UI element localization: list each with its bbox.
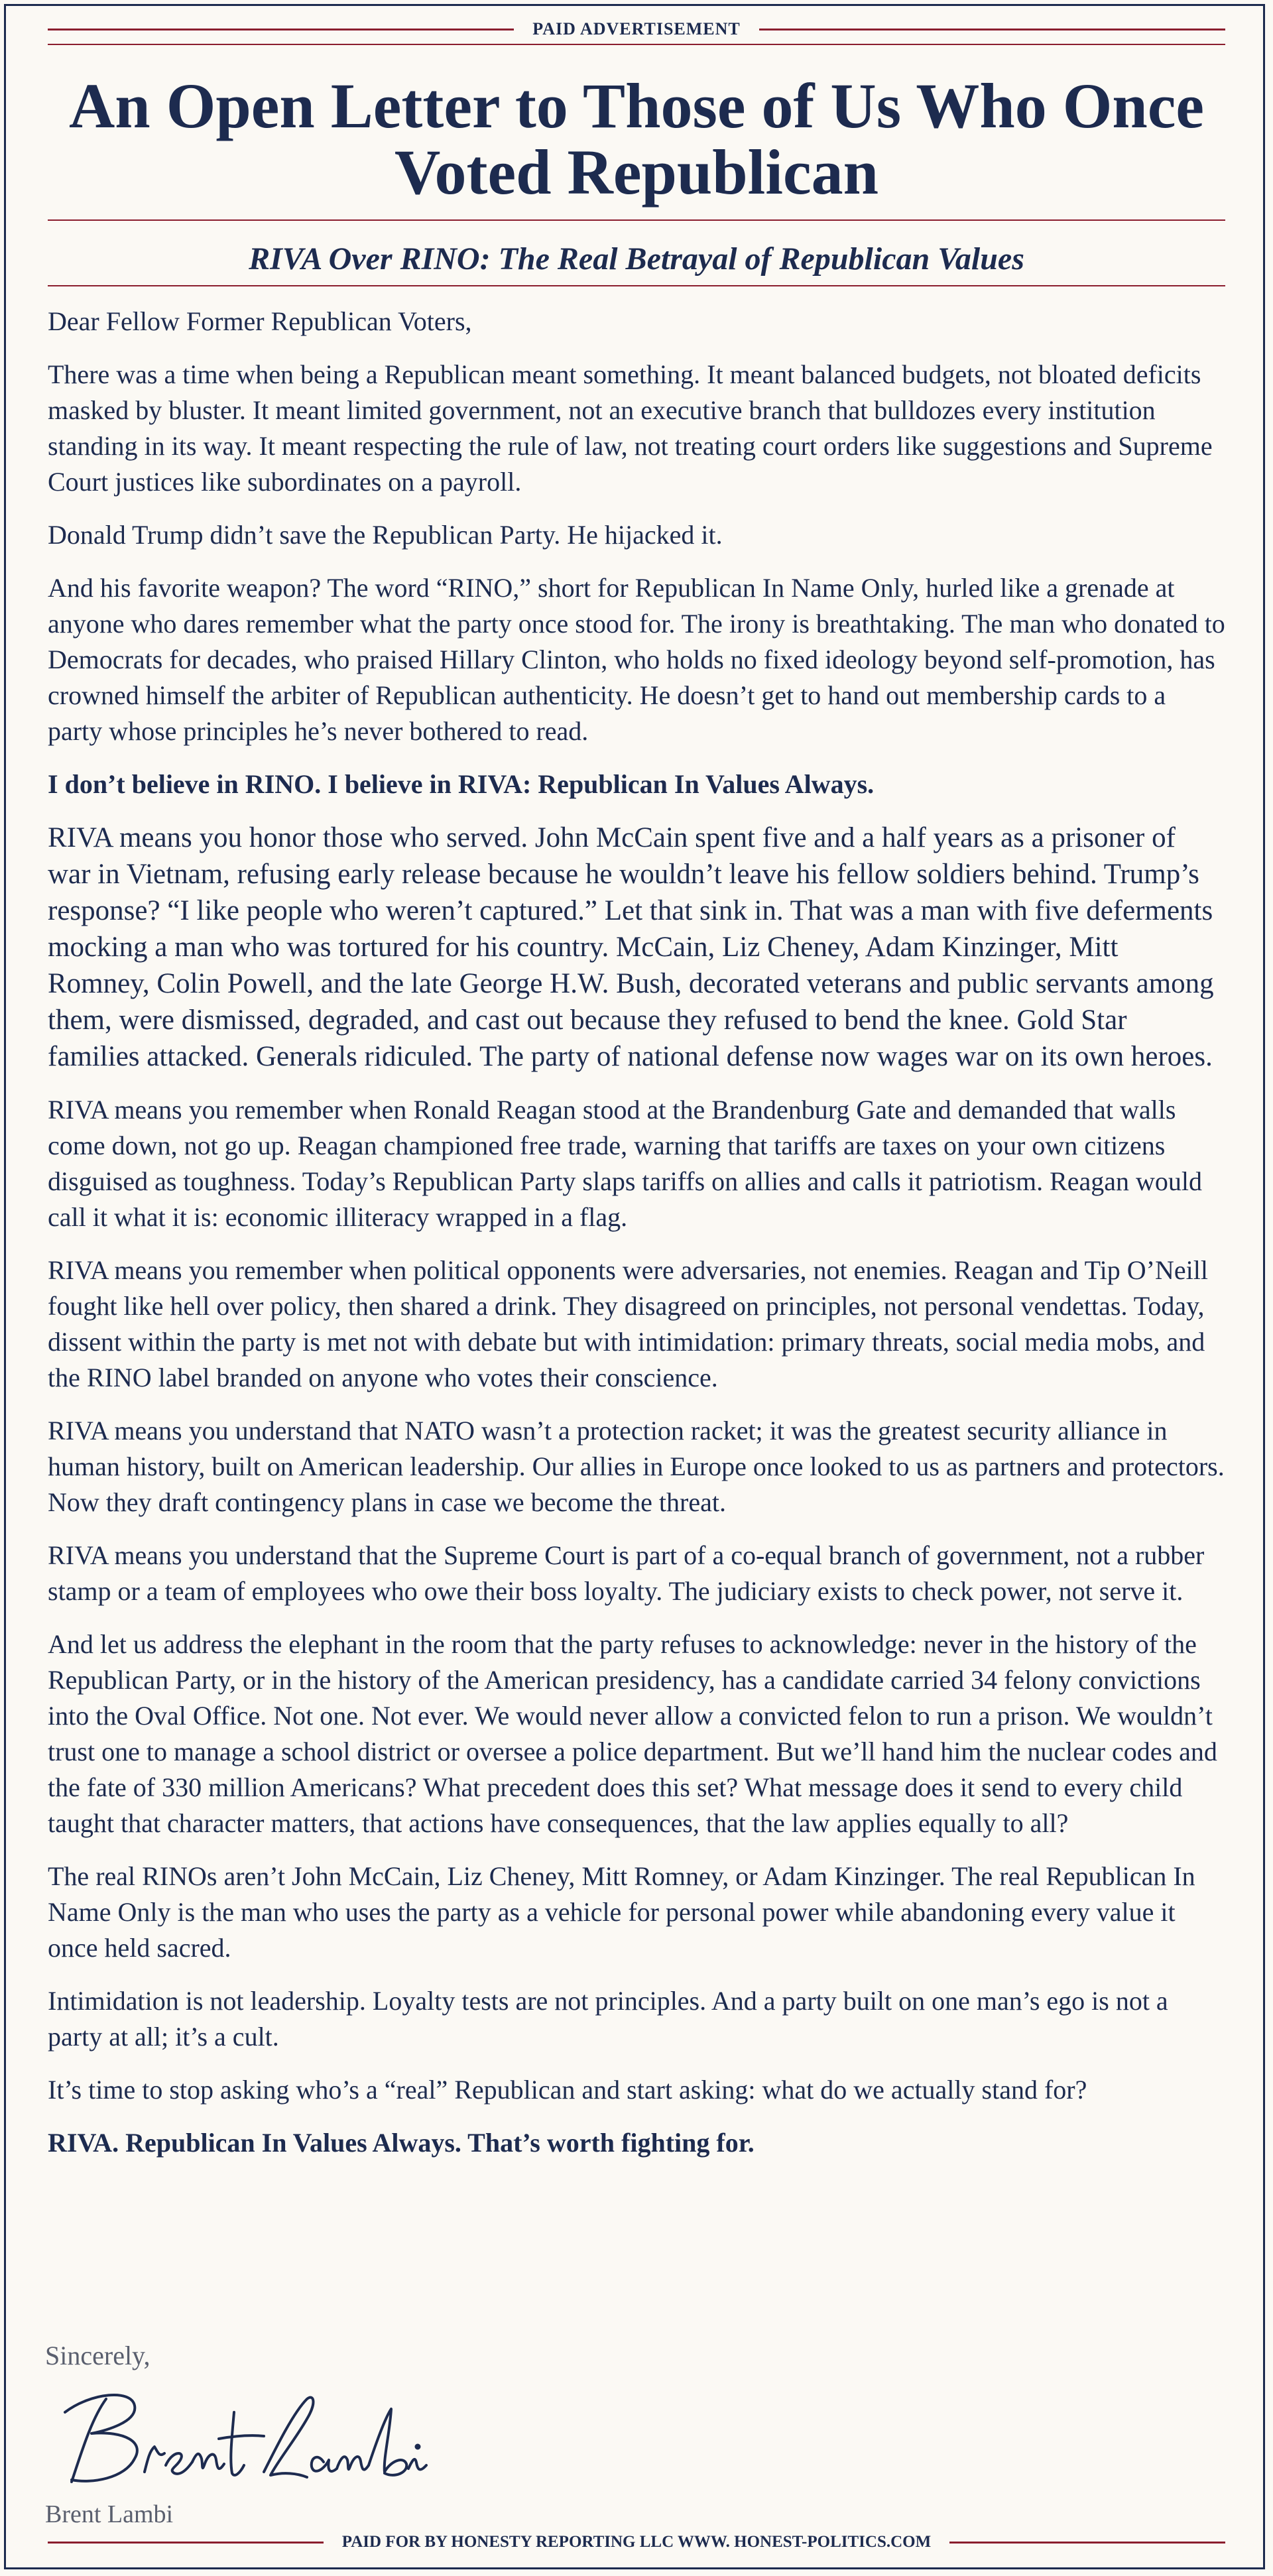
footer-rule-right bbox=[949, 2542, 1225, 2544]
letter-closing bbox=[45, 2339, 469, 2529]
letter-body bbox=[48, 304, 1225, 2178]
closing-sincerely: Sincerely, bbox=[45, 2341, 151, 2370]
paid-for-by-disclosure: PAID FOR BY HONESTY REPORTING LLC WWW. HONEST-POLITICS.COM bbox=[341, 2533, 932, 2551]
letter-paragraph: Donald Trump didn’t save the Republican Party. He hijacked it. bbox=[48, 520, 723, 550]
headline-rule-bottom bbox=[48, 219, 1225, 221]
paid-advertisement-header bbox=[48, 17, 1225, 41]
letter-paragraph: RIVA means you honor those who served. John McCain spent five and a half years as a prisoner of war in Vietnam, refusing early release because he wouldn’t leave his fellow soldiers behind. Trump’s response? “I like people who weren’t captured.” Let that sink in. That was a man with five deferments mocking a man who was tortured for his country. McCain, Liz Cheney, Adam Kinzinger, Mitt Romney, Colin Powell, and the late George H.W. Bush, decorated veterans and public servants among them, were dismissed, degraded, and cast out because they refused to bend the knee. Gold Star families attacked. Generals ridiculed. The party of national defense now wages war on its own heroes. bbox=[48, 822, 1214, 1072]
letter-paragraph: RIVA means you remember when Ronald Reagan stood at the Brandenburg Gate and demanded that walls come down, not go up. Reagan championed free trade, warning that tariffs are taxes on your own citizens disguised as toughness. Today’s Republican Party slaps tariffs on allies and calls it patriotism. Reagan would call it what it is: economic illiteracy wrapped in a flag. bbox=[48, 1095, 1203, 1232]
headline: An Open Letter to Those of Us Who Once Voted Republican bbox=[68, 70, 1205, 208]
subheadline-rule-bottom bbox=[48, 285, 1225, 286]
letter-paragraph: Intimidation is not leadership. Loyalty tests are not principles. And a party built on one man’s ego is not a party at all; it’s a cult. bbox=[48, 1986, 1168, 2052]
footer-rule-left bbox=[48, 2542, 324, 2544]
header-rule-left bbox=[48, 29, 514, 31]
printed-name: Brent Lambi bbox=[45, 2500, 174, 2528]
disclosure-footer bbox=[48, 2530, 1225, 2554]
subheadline: RIVA Over RINO: The Real Betrayal of Republican Values bbox=[249, 241, 1024, 276]
closing-tagline: RIVA. Republican In Values Always. That’s worth fighting for. bbox=[48, 2128, 755, 2158]
letter-paragraph: It’s time to stop asking who’s a “real” Republican and start asking: what do we actually stand for? bbox=[48, 2075, 1087, 2105]
header-rule-right bbox=[759, 29, 1225, 31]
letter-paragraph: The real RINOs aren’t John McCain, Liz Cheney, Mitt Romney, or Adam Kinzinger. The real Republican In Name Only is the man who uses the party as a vehicle for personal power while abandoning every value it once held sacred. bbox=[48, 1861, 1195, 1963]
handwritten-signature bbox=[45, 2372, 443, 2498]
letter-paragraph: And let us address the elephant in the room that the party refuses to acknowledge: never in the history of the Republican Party, or in the history of the American presidency, has a candidate carried 34 felony convictions into the Oval Office. Not one. Not ever. We would never allow a convicted felon to run a prison. We wouldn’t trust one to manage a school district or oversee a police department. But we’ll hand him the nuclear codes and the fate of 330 million Americans? What precedent does this set? What message does it send to every child taught that character matters, that actions have consequences, that the law applies equally to all? bbox=[48, 1629, 1217, 1838]
paid-advertisement-label: PAID ADVERTISEMENT bbox=[532, 19, 741, 38]
letter-paragraph: There was a time when being a Republican meant something. It meant balanced budgets, not bloated deficits masked by bluster. It meant limited government, not an executive branch that bulldozes every institution standing in its way. It meant respecting the rule of law, not treating court orders like suggestions and Supreme Court justices like subordinates on a payroll. bbox=[48, 359, 1213, 497]
header-underline-rule bbox=[48, 44, 1225, 45]
salutation: Dear Fellow Former Republican Voters, bbox=[48, 306, 472, 336]
letter-paragraph: And his favorite weapon? The word “RINO,” short for Republican In Name Only, hurled like a grenade at anyone who dares remember what the party once stood for. The irony is breathtaking. The man who donated to Democrats for decades, who praised Hillary Clinton, who holds no fixed ideology beyond self-promotion, has crowned himself the arbiter of Republican authenticity. He doesn’t get to hand out membership cards to a party whose principles he’s never bothered to read. bbox=[48, 573, 1225, 746]
letter-paragraph: RIVA means you remember when political opponents were adversaries, not enemies. Reagan and Tip O’Neill fought like hell over policy, then shared a drink. They disagreed on principles, not personal vendettas. Today, dissent within the party is met not with debate but with intimidation: primary threats, social media mobs, and the RINO label branded on anyone who votes their conscience. bbox=[48, 1255, 1208, 1392]
letter-paragraph: RIVA means you understand that NATO wasn’t a protection racket; it was the greatest security alliance in human history, built on American leadership. Our allies in Europe once looked to us as partners and protectors. Now they draft contingency plans in case we become the threat. bbox=[48, 1416, 1225, 1517]
letter-paragraph: RIVA means you understand that the Supreme Court is part of a co-equal branch of government, not a rubber stamp or a team of employees who owe their boss loyalty. The judiciary exists to check power, not serve it. bbox=[48, 1540, 1205, 1606]
riva-statement: I don’t believe in RINO. I believe in RIVA: Republican In Values Always. bbox=[48, 769, 875, 799]
